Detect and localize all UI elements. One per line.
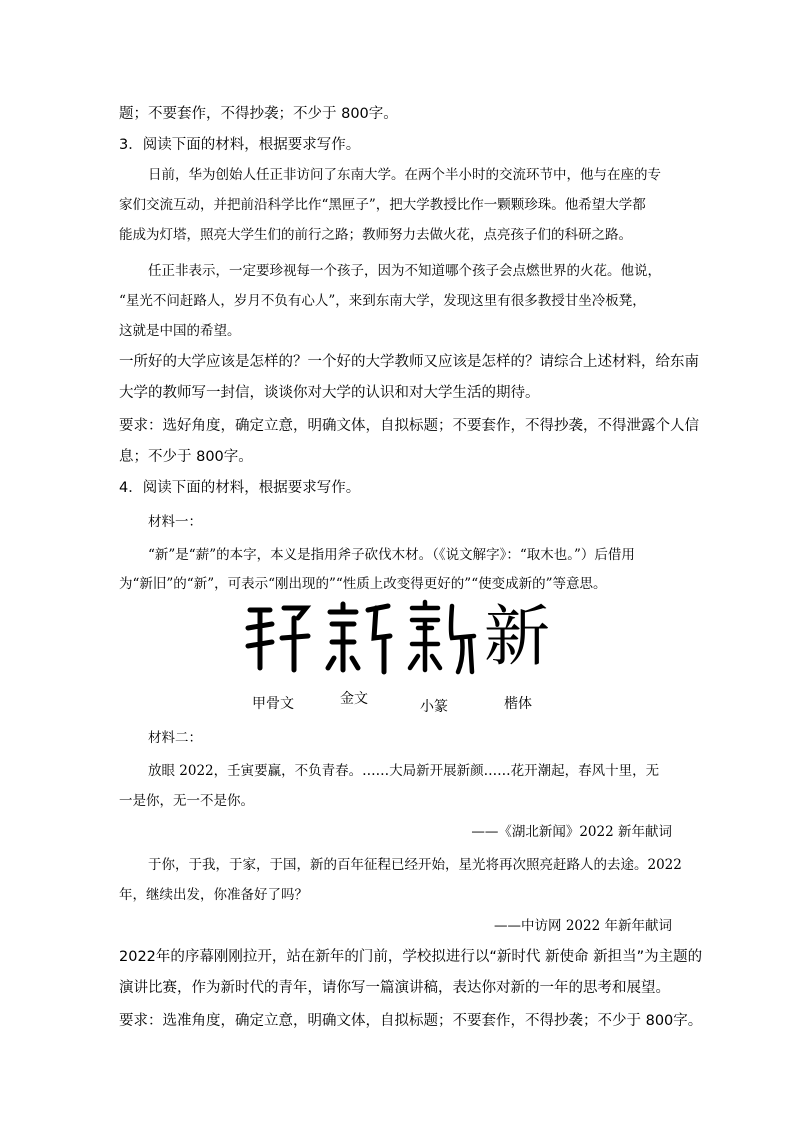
label-bronze: 金文	[340, 691, 368, 707]
q3-requirement-line: 要求：选好角度，确定立意，明确文体，自拟标题；不要套作，不得抄袭，不得泄露个人信	[119, 418, 699, 434]
q3-paragraph-line: 家们交流互动，并把前沿科学比作“黑匣子”，把大学教授比作一颗颗珍珠。他希望大学都	[119, 197, 646, 213]
kaishu-glyph: 新	[484, 598, 550, 675]
q4-prompt-line: 演讲比赛，作为新时代的青年，请你写一篇演讲稿，表达你对新的一年的思考和展望。	[119, 980, 670, 996]
q3-paragraph-line: 任正非表示，一定要珍视每一个孩子，因为不知道哪个孩子会点燃世界的火花。他说，	[148, 263, 661, 279]
continued-requirement: 题；不要套作，不得抄袭；不少于 800字。	[119, 106, 398, 122]
q3-paragraph-line: 这就是中国的希望。	[119, 323, 241, 339]
material-2-source-1: ——《湖北新闻》2022 新年献词	[471, 824, 672, 840]
question-4-heading: 4．阅读下面的材料，根据要求写作。	[119, 480, 361, 496]
character-evolution-figure	[240, 598, 560, 678]
material-1-line: 为“新旧”的“新”，可表示“刚出现的”“性质上改变得更好的”“使变成新的”等意思。	[119, 576, 607, 592]
oracle-bone-glyph-image	[240, 598, 315, 676]
material-2-title: 材料二：	[148, 730, 202, 746]
q3-prompt-line: 大学的教师写一封信，谈谈你对大学的认识和对大学生活的期待。	[119, 385, 540, 401]
label-oracle-bone: 甲骨文	[252, 696, 294, 712]
q3-prompt-line: 一所好的大学应该是怎样的？一个好的大学教师又应该是怎样的？请综合上述材料，给东南	[119, 354, 699, 370]
material-1-line: “新”是“薪”的本字，本义是指用斧子砍伐木材。（《说文解字》：“取木也。”）后借用	[148, 547, 635, 563]
material-2-line: 一是你，无一不是你。	[119, 793, 254, 809]
material-2-line: 放眼 2022，壬寅要赢，不负青春。……大局新开展新颜……花开潮起，春风十里，无	[148, 763, 660, 779]
material-2-source-2: ——中访网 2022 年新年献词	[494, 918, 672, 934]
material-2-line: 年，继续出发，你准备好了吗？	[119, 887, 308, 903]
question-3-heading: 3．阅读下面的材料，根据要求写作。	[119, 137, 361, 153]
q3-paragraph-line: “星光不问赶路人，岁月不负有心人”，来到东南大学，发现这里有很多教授甘坐冷板凳，	[119, 293, 646, 309]
small-seal-glyph-image	[404, 598, 479, 676]
q3-requirement-line: 息；不少于 800字。	[119, 449, 253, 465]
material-1-title: 材料一：	[148, 514, 202, 530]
bronze-inscription-glyph-image	[322, 598, 397, 676]
q3-paragraph-line: 能成为灯塔，照亮大学生们的前行之路；教师努力去做火花，点亮孩子们的科研之路。	[119, 227, 632, 243]
q4-requirement: 要求：选准角度，确定立意，明确文体，自拟标题；不要套作，不得抄袭；不少于 800字。	[119, 1013, 703, 1029]
label-small-seal: 小篆	[420, 699, 448, 715]
label-regular-script: 楷体	[504, 696, 532, 712]
q3-paragraph-line: 日前，华为创始人任正非访问了东南大学。在两个半小时的交流环节中，他与在座的专	[148, 167, 661, 183]
q4-prompt-line: 2022年的序幕刚刚拉开，站在新年的门前，学校拟进行以“新时代 新使命 新担当”为主题的	[119, 949, 703, 965]
material-2-line: 于你，于我，于家，于国，新的百年征程已经开始，星光将再次照亮赶路人的去途。2022	[148, 857, 682, 873]
